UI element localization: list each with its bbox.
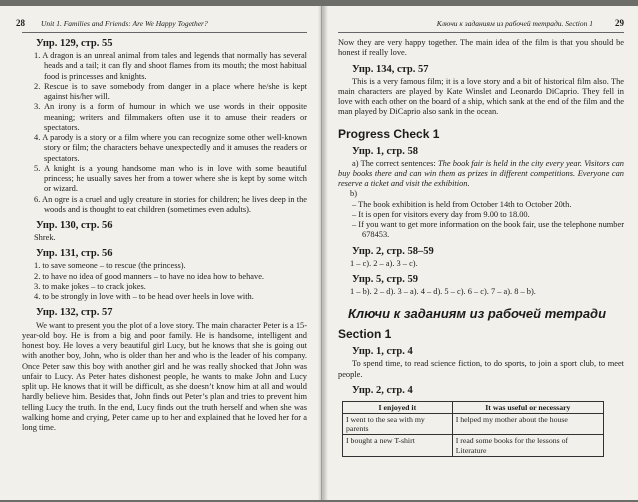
table-header-cell: I enjoyed it: [343, 401, 453, 413]
table-cell: I read some books for the lessons of Literature: [452, 435, 603, 456]
pc-ex1-heading: Упр. 1, стр. 58: [352, 145, 419, 157]
wb-ex1-text: To spend time, to read science fiction, to do sports, to join a sport club, to meet people.: [338, 359, 624, 379]
pc-ex1-part-a-prefix: a) The correct sentences:: [352, 158, 438, 168]
ex129-heading: Упр. 129, стр. 55: [36, 38, 113, 49]
pc-ex5-heading: Упр. 5, стр. 59: [352, 273, 419, 285]
ex129-item: 6. An ogre is a cruel and ugly creature in stories for children; he lives deep in the woods and is thought to eat children (sometimes even adults).: [34, 194, 307, 214]
ex129-item: 3. An irony is a form of humour in which we use words in their opposite meaning; writers and filmmakers often use it to amuse their readers or spectators.: [34, 102, 307, 132]
table-header-row: [343, 401, 604, 413]
pc-ex2-heading: Упр. 2, стр. 58–59: [352, 245, 434, 257]
ex132-continued-text: Now they are very happy together. The main idea of the film is that you should be honest if really love.: [338, 38, 624, 58]
pc-ex1-part-a-sentences: The book fair is held in the city every year. Visitors can buy books there and can win them as prizes in different competitions. Everyone can reserve a ticket and visit the exhibition.: [338, 158, 624, 189]
ex130-heading: Упр. 130, стр. 56: [36, 220, 113, 232]
progress-check-heading: Progress Check 1: [338, 126, 440, 141]
left-running-head: [16, 6, 307, 33]
right-page: [322, 6, 638, 500]
table-cell: I helped my mother about the house: [452, 414, 603, 435]
ex132-heading: Упр. 132, стр. 57: [36, 307, 113, 319]
right-running-head: [338, 6, 624, 33]
wb-ex1-heading: Упр. 1, стр. 4: [352, 346, 413, 358]
table-row: [343, 435, 604, 456]
pc-ex1-part-b-item: – The book exhibition is held from October 14th to October 20th.: [352, 199, 572, 209]
table-header-cell: It was useful or necessary: [452, 401, 603, 413]
table-row: [343, 414, 604, 435]
pc-ex5-answer: 1 – b). 2 – d). 3 – a). 4 – d). 5 – c). 6 – c). 7 – a). 8 – b).: [350, 287, 536, 296]
table-cell: I went to the sea with my parents: [343, 414, 453, 435]
pc-ex2-answer: 1 – c). 2 – a). 3 – c).: [350, 258, 418, 268]
ex132-text: We want to present you the plot of a love story. The main character Peter is a 15-year-old boy. He is from a big and poor family. He is handsome, intelligent and honest boy. He loves a very beautiful girl Lucy, but he knows that she is going out with another boy, John, who is older than her and who is the leader of his company. Once Peter saw this boy with another girl and he was really shocked that John was unfair to Lucy. As Peter hates dishonest people, he wants to make John and Lucy split up. He knows that it will be difficult, as she doesn’t know him at all and would hardly believe him. Besides that, John finds out Peter’s plan and tries to prevent him telling Lucy the truth. In the end, Lucy finds out the truth herself and when she was walking home and crying, Peter came up to her and explained that he loved her for a long time.: [22, 320, 307, 432]
left-page-number: 28: [16, 18, 25, 28]
ex129-item: 4. A parody is a story or a film where you can recognize some other well-known story or film; the characters behave unexpectedly and it amuses the readers or spectators.: [34, 133, 307, 163]
workbook-heading: Ключи к заданиям из рабочей тетради: [348, 306, 607, 322]
ex131-heading: Упр. 131, стр. 56: [36, 248, 113, 260]
ex131-list: [22, 261, 307, 302]
ex131-item: 2. to have no idea of good manners – to have no idea how to behave.: [34, 271, 265, 281]
table-cell: I bought a new T-shirt: [343, 435, 453, 456]
right-running-title: Ключи к заданиям из рабочей тетради. Section 1: [436, 19, 593, 28]
wb-ex2-table: [342, 401, 604, 457]
ex129-item: 2. Rescue is to save somebody from danger in a place where he/she is kept against his/her will.: [34, 81, 307, 102]
ex129-item: 1. A dragon is an unreal animal from tales and legends that normally has several heads and a tail; it can fly and shoot flames from its mouth; the most habitual food is princesses and knights.: [34, 51, 307, 81]
ex129-list: [22, 51, 307, 215]
pc-ex1-part-b-item: – If you want to get more information on the book fair, use the telephone number 678453.: [352, 220, 624, 240]
pc-ex1-part-a: [338, 159, 624, 190]
right-page-number: 29: [615, 18, 624, 28]
left-page: [0, 6, 322, 500]
ex130-answer: Shrek.: [34, 233, 56, 243]
left-running-title: Unit 1. Families and Friends: Are We Happy Together?: [41, 19, 208, 28]
pc-ex1-part-b-item: – It is open for visitors every day from 9.00 to 18.00.: [352, 209, 530, 219]
ex131-item: 4. to be strongly in love with – to be head over heels in love with.: [34, 292, 254, 302]
ex134-text: This is a very famous film; it is a love story and a bit of historical film also. The main characters are played by Kate Winslet and Leonardo DiCaprio. They fell in love with each other on the board of a ship, which sank at the end of the film and the man played by DiCaprio also sank in the ocean.: [338, 76, 624, 117]
ex131-item: 3. to make jokes – to crack jokes.: [34, 281, 146, 291]
ex134-heading: Упр. 134, стр. 57: [352, 63, 429, 75]
ex131-item: 1. to save someone – to rescue (the princess).: [34, 261, 186, 271]
section-heading: Section 1: [338, 327, 392, 342]
wb-ex2-heading: Упр. 2, стр. 4: [352, 384, 413, 396]
ex129-item: 5. A knight is a young handsome man who is in love with some beautiful princess; he usually saves her from a tower where she is kept by some witch or wizard.: [34, 163, 307, 194]
book-gutter-shadow: [318, 6, 328, 500]
pc-ex1-part-b-label: b): [350, 189, 357, 199]
pc-ex1-part-b-list: [338, 200, 624, 241]
